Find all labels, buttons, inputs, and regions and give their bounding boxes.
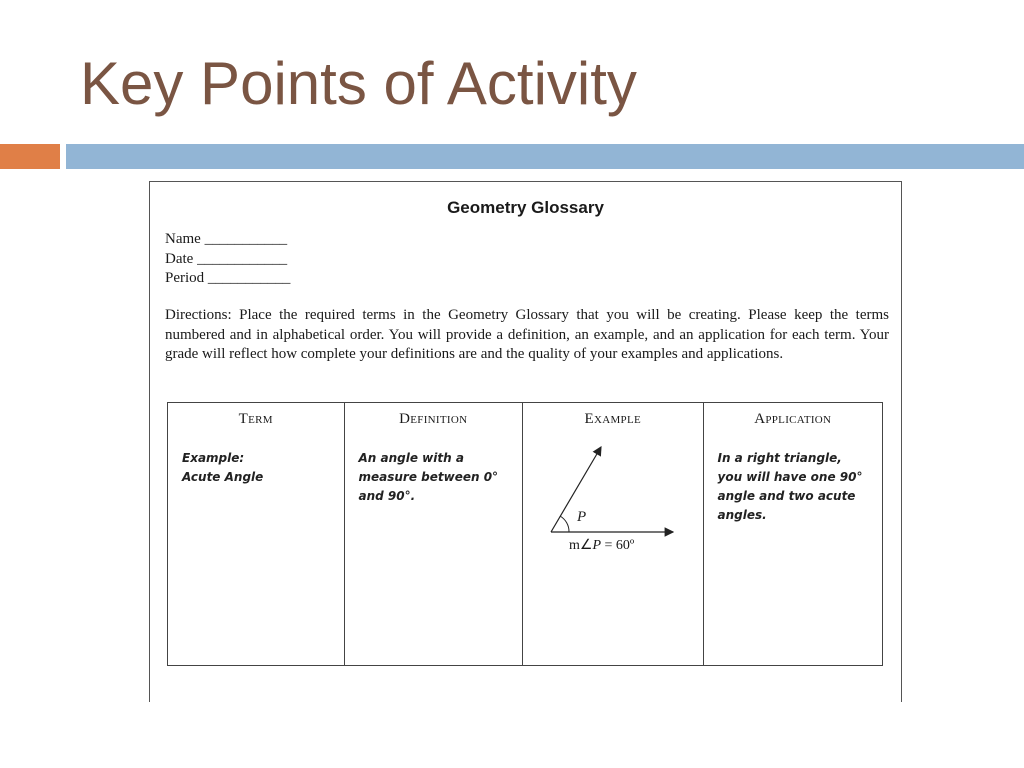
- angle-arc: [560, 516, 569, 532]
- application-header: Application: [754, 411, 832, 427]
- application-example-text: In a right triangle, you will have one 90° angle and two acute angles.: [717, 451, 863, 522]
- worksheet-title: Geometry Glossary: [447, 198, 604, 217]
- acute-angle-diagram: [523, 403, 704, 603]
- term-column: [168, 403, 345, 665]
- term-example-text: Example: Acute Angle: [182, 451, 264, 484]
- slide-title: Key Points of Activity: [80, 50, 637, 117]
- definition-column: [345, 403, 524, 665]
- accent-bar-orange: [0, 144, 60, 169]
- angle-upper-ray: [551, 447, 601, 532]
- glossary-table: [167, 402, 883, 666]
- definition-example-text: An angle with a measure between 0° and 90°.: [358, 451, 499, 503]
- name-field: Name ___________: [165, 231, 288, 247]
- term-header: Term: [238, 411, 273, 427]
- angle-measure: m∠P = 60º: [569, 538, 635, 553]
- worksheet-image: [149, 181, 902, 702]
- definition-header: Definition: [399, 411, 468, 427]
- accent-bar-blue: [66, 144, 1024, 169]
- vertex-label: P: [577, 509, 587, 525]
- directions-text: Directions: Place the required terms in the Geometry Glossary that you will be creating. Please keep the terms numbered and in alphabetical order. You will provide a definition, an example, and an application for each term. Your grade will reflect how complete your definitions are and the quality of your examples and applications.: [165, 307, 889, 362]
- example-header: Example: [584, 411, 641, 427]
- date-field: Date ____________: [165, 250, 288, 267]
- period-field: Period ___________: [165, 270, 291, 286]
- example-column: [523, 403, 704, 665]
- application-column: [704, 403, 883, 665]
- student-info-fields: [165, 230, 290, 289]
